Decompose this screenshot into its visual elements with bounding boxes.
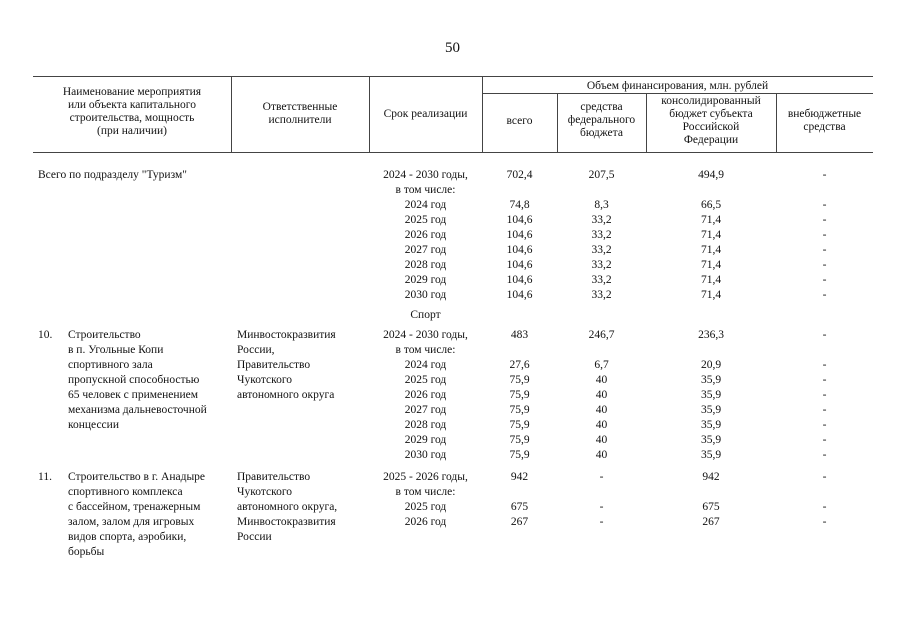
- item11-regional: [646, 470, 776, 530]
- cell-line: в п. Угольные Копи: [68, 344, 164, 356]
- item10-responsible: [237, 328, 336, 403]
- cell-line: 75,9: [509, 389, 530, 401]
- cell-line: -: [822, 516, 827, 528]
- cell-line: автономного округа: [237, 389, 335, 401]
- cell-line: 75,9: [509, 374, 530, 386]
- cell-line: -: [822, 199, 827, 211]
- cell-line: 27,6: [509, 359, 530, 371]
- cell-line: 33,2: [591, 244, 612, 256]
- cell-line: Чукотского: [237, 486, 293, 498]
- cell-line: 104,6: [506, 244, 533, 256]
- cell-line: -: [822, 419, 827, 431]
- cell-line: 494,9: [698, 169, 724, 181]
- cell-line: [557, 343, 646, 358]
- cell-line: 35,9: [700, 404, 722, 416]
- cell-line: 2026 год: [404, 389, 447, 401]
- header-line: (при наличии): [97, 125, 167, 137]
- cell-line: 66,5: [700, 199, 722, 211]
- cell-line: 2024 год: [404, 199, 447, 211]
- item11-total: [482, 470, 557, 530]
- cell-line: 2028 год: [404, 259, 447, 271]
- cell-line: автономного округа,: [237, 501, 338, 513]
- cell-line: пропускной способностью: [68, 374, 200, 386]
- cell-line: -: [822, 214, 827, 226]
- page-number: 50: [445, 40, 460, 56]
- header-period: Срок реализации: [383, 108, 468, 120]
- cell-line: 2025 год: [404, 501, 447, 513]
- cell-line: 75,9: [509, 419, 530, 431]
- cell-line: 207,5: [588, 169, 615, 181]
- cell-line: 104,6: [506, 214, 533, 226]
- header-line: строительства, мощность: [69, 112, 195, 124]
- cell-line: 2030 год: [404, 289, 447, 301]
- header-line: средства: [803, 121, 846, 133]
- item10-extra: [776, 328, 873, 463]
- header-line: бюджет субъекта: [669, 108, 753, 120]
- cell-line: Чукотского: [237, 374, 293, 386]
- cell-line: -: [822, 501, 827, 513]
- cell-line: 75,9: [509, 434, 530, 446]
- sport-heading: Спорт: [410, 309, 441, 321]
- cell-line: 2025 - 2026 годы,: [383, 471, 468, 483]
- cell-line: -: [822, 244, 827, 256]
- cell-line: 2024 - 2030 годы,: [383, 329, 468, 341]
- tourism-regional: [646, 168, 776, 303]
- cell-line: 2027 год: [404, 244, 447, 256]
- item11-number: 11.: [38, 471, 52, 483]
- cell-line: -: [822, 274, 827, 286]
- cell-line: 2026 год: [404, 516, 447, 528]
- cell-line: 35,9: [700, 449, 722, 461]
- cell-line: -: [599, 471, 604, 483]
- cell-line: 40: [595, 419, 608, 431]
- cell-line: 2029 год: [404, 434, 447, 446]
- cell-line: Правительство: [237, 471, 311, 483]
- item11-federal: [557, 470, 646, 530]
- cell-line: 35,9: [700, 419, 722, 431]
- cell-line: 2028 год: [404, 419, 447, 431]
- cell-line: борьбы: [68, 546, 105, 558]
- cell-line: 71,4: [700, 244, 722, 256]
- cell-line: 267: [510, 516, 529, 528]
- cell-line: залом, залом для игровых: [68, 516, 195, 528]
- header-line: внебюджетные: [787, 108, 862, 120]
- cell-line: [776, 343, 873, 358]
- cell-line: 246,7: [588, 329, 615, 341]
- cell-line: 40: [595, 434, 608, 446]
- header-federal: [557, 101, 646, 140]
- item10-regional: [646, 328, 776, 463]
- cell-line: [557, 183, 646, 198]
- cell-line: с бассейном, тренажерным: [68, 501, 201, 513]
- cell-line: 35,9: [700, 434, 722, 446]
- cell-line: [646, 343, 776, 358]
- cell-line: в том числе:: [395, 184, 456, 196]
- cell-line: концессии: [68, 419, 119, 431]
- header-line: исполнители: [268, 114, 332, 126]
- cell-line: [557, 485, 646, 500]
- cell-line: 75,9: [509, 404, 530, 416]
- header-extra: [776, 108, 873, 134]
- cell-line: 33,2: [591, 229, 612, 241]
- cell-line: -: [822, 289, 827, 301]
- cell-line: 2030 год: [404, 449, 447, 461]
- item11-name: [68, 470, 205, 560]
- financing-sub-rule: [482, 93, 873, 94]
- cell-line: 71,4: [700, 274, 722, 286]
- cell-line: 33,2: [591, 274, 612, 286]
- item10-federal: [557, 328, 646, 463]
- cell-line: 65 человек с применением: [68, 389, 199, 401]
- cell-line: 40: [595, 389, 608, 401]
- cell-line: в том числе:: [395, 486, 456, 498]
- cell-line: 71,4: [700, 289, 722, 301]
- cell-line: [776, 183, 873, 198]
- cell-line: 2024 год: [404, 359, 447, 371]
- cell-line: 702,4: [506, 169, 533, 181]
- item10-total: [482, 328, 557, 463]
- cell-line: -: [822, 169, 827, 181]
- cell-line: -: [822, 471, 827, 483]
- cell-line: [482, 183, 557, 198]
- header-line: Федерации: [683, 134, 739, 146]
- cell-line: 104,6: [506, 259, 533, 271]
- cell-line: -: [822, 449, 827, 461]
- cell-line: Строительство в г. Анадыре: [68, 471, 206, 483]
- cell-line: 236,3: [698, 329, 724, 341]
- cell-line: -: [822, 434, 827, 446]
- cell-line: 942: [702, 471, 720, 483]
- cell-line: 74,8: [509, 199, 530, 211]
- cell-line: 675: [702, 501, 720, 513]
- header-line: консолидированный: [661, 95, 761, 107]
- cell-line: Строительство: [68, 329, 141, 341]
- header-bottom-rule: [33, 152, 873, 153]
- cell-line: -: [599, 501, 604, 513]
- cell-line: [646, 183, 776, 198]
- cell-line: 2025 год: [404, 374, 447, 386]
- tourism-name: Всего по подразделу "Туризм": [38, 169, 187, 181]
- cell-line: в том числе:: [395, 344, 456, 356]
- item10-name: [68, 328, 207, 433]
- cell-line: [482, 343, 557, 358]
- cell-line: -: [822, 259, 827, 271]
- header-line: Российской: [682, 121, 740, 133]
- item10-number: 10.: [38, 329, 53, 341]
- cell-line: 33,2: [591, 214, 612, 226]
- item10-periods: [369, 328, 482, 463]
- header-financing: Объем финансирования, млн. рублей: [586, 80, 769, 92]
- cell-line: 71,4: [700, 229, 722, 241]
- cell-line: 75,9: [509, 449, 530, 461]
- header-line: федерального: [567, 114, 636, 126]
- cell-line: 71,4: [700, 214, 722, 226]
- cell-line: 104,6: [506, 289, 533, 301]
- cell-line: [776, 485, 873, 500]
- header-line: бюджета: [580, 127, 623, 139]
- cell-line: 6,7: [594, 359, 609, 371]
- cell-line: 2024 - 2030 годы,: [383, 169, 468, 181]
- header-name: [33, 86, 231, 138]
- cell-line: 942: [510, 471, 529, 483]
- cell-line: -: [822, 229, 827, 241]
- header-responsible: [231, 101, 369, 127]
- cell-line: 71,4: [700, 259, 722, 271]
- cell-line: Минвостокразвития: [237, 329, 336, 341]
- cell-line: Правительство: [237, 359, 311, 371]
- table-top-rule: [33, 76, 873, 77]
- cell-line: -: [822, 389, 827, 401]
- cell-line: 104,6: [506, 274, 533, 286]
- cell-line: механизма дальневосточной: [68, 404, 207, 416]
- item11-periods: [369, 470, 482, 530]
- cell-line: спортивного комплекса: [68, 486, 183, 498]
- cell-line: 2029 год: [404, 274, 447, 286]
- cell-line: 675: [510, 501, 529, 513]
- cell-line: 8,3: [594, 199, 609, 211]
- cell-line: 35,9: [700, 389, 722, 401]
- header-line: Наименование мероприятия: [62, 86, 202, 98]
- cell-line: [482, 485, 557, 500]
- cell-line: 2026 год: [404, 229, 447, 241]
- cell-line: 20,9: [700, 359, 722, 371]
- cell-line: 267: [702, 516, 720, 528]
- tourism-federal: [557, 168, 646, 303]
- header-total: всего: [506, 115, 533, 127]
- tourism-total: [482, 168, 557, 303]
- item11-extra: [776, 470, 873, 530]
- cell-line: 483: [510, 329, 529, 341]
- cell-line: -: [822, 329, 827, 341]
- cell-line: Минвостокразвития: [237, 516, 336, 528]
- cell-line: -: [822, 374, 827, 386]
- header-line: или объекта капитального: [68, 99, 196, 111]
- cell-line: 40: [595, 449, 608, 461]
- cell-line: -: [599, 516, 604, 528]
- cell-line: -: [822, 404, 827, 416]
- header-line: Ответственные: [262, 101, 338, 113]
- item11-responsible: [237, 470, 337, 545]
- cell-line: -: [822, 359, 827, 371]
- tourism-extra: [776, 168, 873, 303]
- cell-line: 40: [595, 404, 608, 416]
- cell-line: 2027 год: [404, 404, 447, 416]
- cell-line: 2025 год: [404, 214, 447, 226]
- header-regional: [646, 95, 776, 147]
- cell-line: России,: [237, 344, 275, 356]
- cell-line: спортивного зала: [68, 359, 153, 371]
- cell-line: 33,2: [591, 259, 612, 271]
- cell-line: 35,9: [700, 374, 722, 386]
- cell-line: [646, 485, 776, 500]
- cell-line: 104,6: [506, 229, 533, 241]
- cell-line: 33,2: [591, 289, 612, 301]
- header-line: средства: [580, 101, 623, 113]
- tourism-periods: [369, 168, 482, 303]
- cell-line: России: [237, 531, 272, 543]
- cell-line: видов спорта, аэробики,: [68, 531, 187, 543]
- cell-line: 40: [595, 374, 608, 386]
